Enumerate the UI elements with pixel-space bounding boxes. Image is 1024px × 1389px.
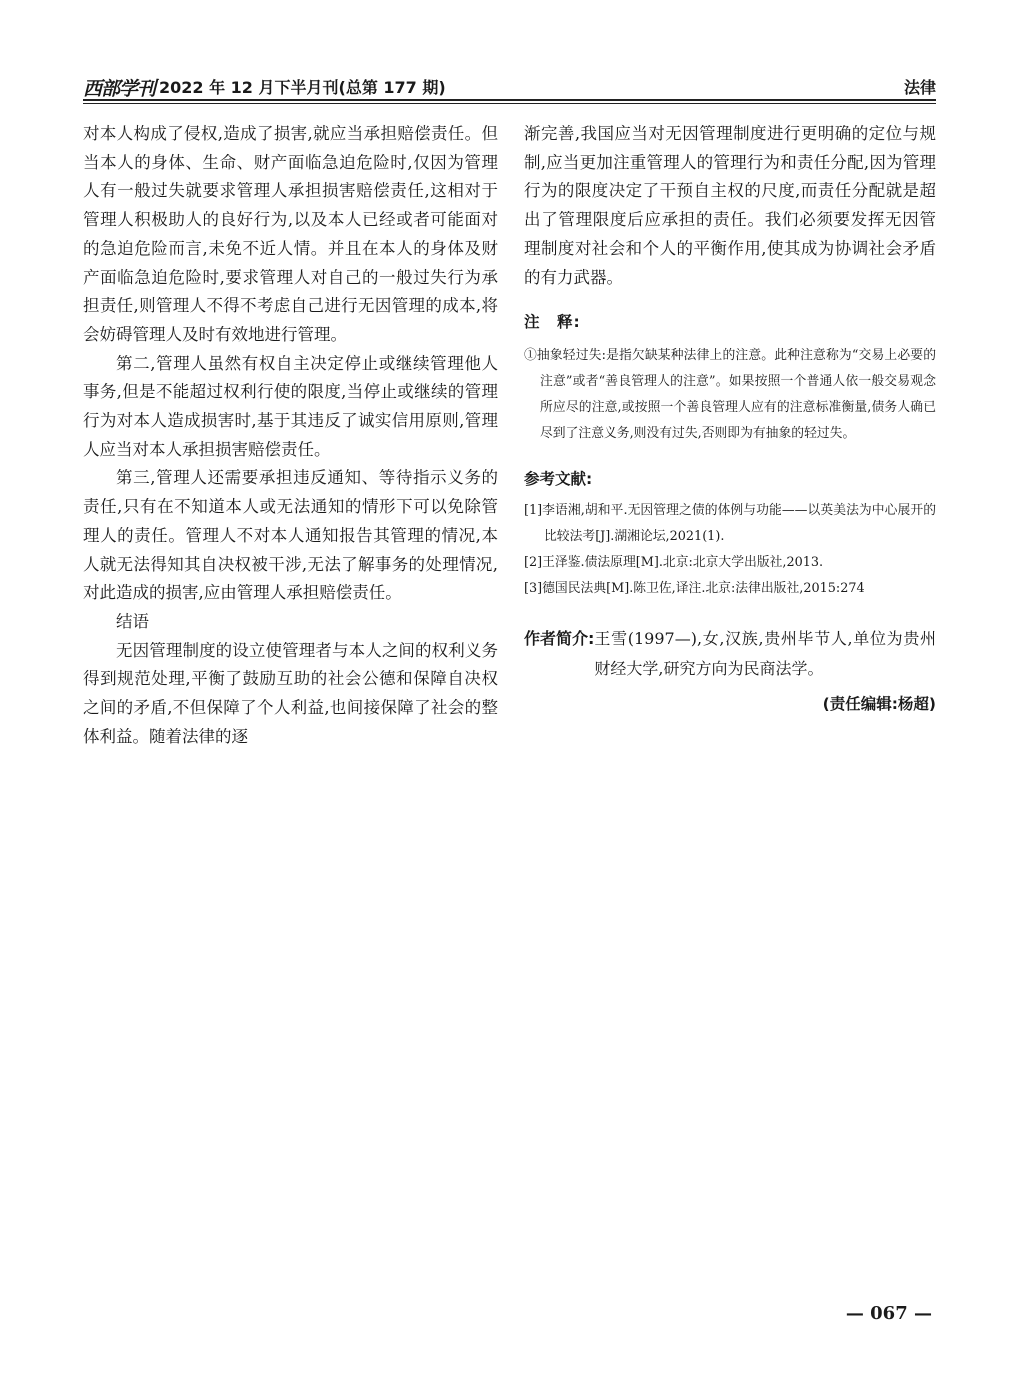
paragraph: 对本人构成了侵权,造成了损害,就应当承担赔偿责任。但当本人的身体、生命、财产面临急迫危险时,仅因为管理人有一般过失就要求管理人承担损害赔偿责任,这相对于管理人积极助人的良好行为,以及本人已经或者可能面对的急迫危险而言,未免不近人情。并且在本人的身体及财产面临急迫危险时,要求管理人对自己的一般过失行为承担责任,则管理人不得不考虑自己进行无因管理的成本,将会妨碍管理人及时有效地进行管理。 <box>83 124 498 344</box>
paragraph: 渐完善,我国应当对无因管理制度进行更明确的定位与规制,应当更加注重管理人的管理行为和责任分配,因为管理行为的限度决定了干预自主权的尺度,而责任分配就是超出了管理限度后应承担的责任。我们必须要发挥无因管理制度对社会和个人的平衡作用,使其成为协调社会矛盾的有力武器。 <box>524 124 936 287</box>
author-label: 作者简介: <box>524 628 595 648</box>
header-rule-thin <box>83 103 936 104</box>
paragraph: 第二,管理人虽然有权自主决定停止或继续管理他人事务,但是不能超过权利行使的限度,当停止或继续的管理行为对本人造成损害时,基于其违反了诚实信用原则,管理人应当对本人承担损害赔偿责任。 <box>83 353 498 459</box>
paragraph: 第三,管理人还需要承担违反通知、等待指示义务的责任,只有在不知道本人或无法通知的情形下可以免除管理人的责任。管理人不对本人通知报告其管理的情况,本人就无法得知其自决权被干涉,无法了解事务的处理情况,对此造成的损害,应由管理人承担赔偿责任。 <box>83 468 498 603</box>
section-label: 法律 <box>903 78 936 97</box>
journal-logo: 西部学刊 <box>83 78 156 100</box>
running-header <box>83 70 936 100</box>
author-text: 王雪(1997—),女,汉族,贵州毕节人,单位为贵州财经大学,研究方向为民商法学。 <box>594 628 936 678</box>
paragraph: 无因管理制度的设立使管理者与本人之间的权利义务得到规范处理,平衡了鼓励互助的社会公德和保障自决权之间的矛盾,不但保障了个人利益,也间接保障了社会的整体利益。随着法律的逐 <box>83 640 498 746</box>
notes-heading: 注 释: <box>524 313 581 332</box>
left-column <box>83 120 498 751</box>
page-number: — 067 — <box>845 1303 932 1324</box>
issue-info: 2022 年 12 月下半月刊(总第 177 期) <box>159 78 446 97</box>
header-rule-thick <box>83 99 936 101</box>
reference-item: [1]李语湘,胡和平.无因管理之债的体例与功能——以英美法为中心展开的比较法考[J].湖湘论坛,2021(1). <box>524 502 936 544</box>
references-heading: 参考文献: <box>524 469 593 488</box>
author-bio <box>524 624 936 684</box>
footnote: ①抽象轻过失:是指欠缺某种法律上的注意。此种注意称为“交易上必要的注意”或者“善良管理人的注意”。如果按照一个普通人依一般交易观念所应尽的注意,或按照一个善良管理人应有的注意标准衡量,债务人确已尽到了注意义务,则没有过失,否则即为有抽象的轻过失。 <box>524 347 936 441</box>
editor-credit: (责任编辑:杨超) <box>822 694 936 713</box>
reference-item: [2]王泽鉴.债法原理[M].北京:北京大学出版社,2013. <box>524 554 824 570</box>
reference-item: [3]德国民法典[M].陈卫佐,译注.北京:法律出版社,2015:274 <box>524 580 865 596</box>
section-heading: 结语 <box>116 611 149 631</box>
right-column <box>524 120 936 718</box>
